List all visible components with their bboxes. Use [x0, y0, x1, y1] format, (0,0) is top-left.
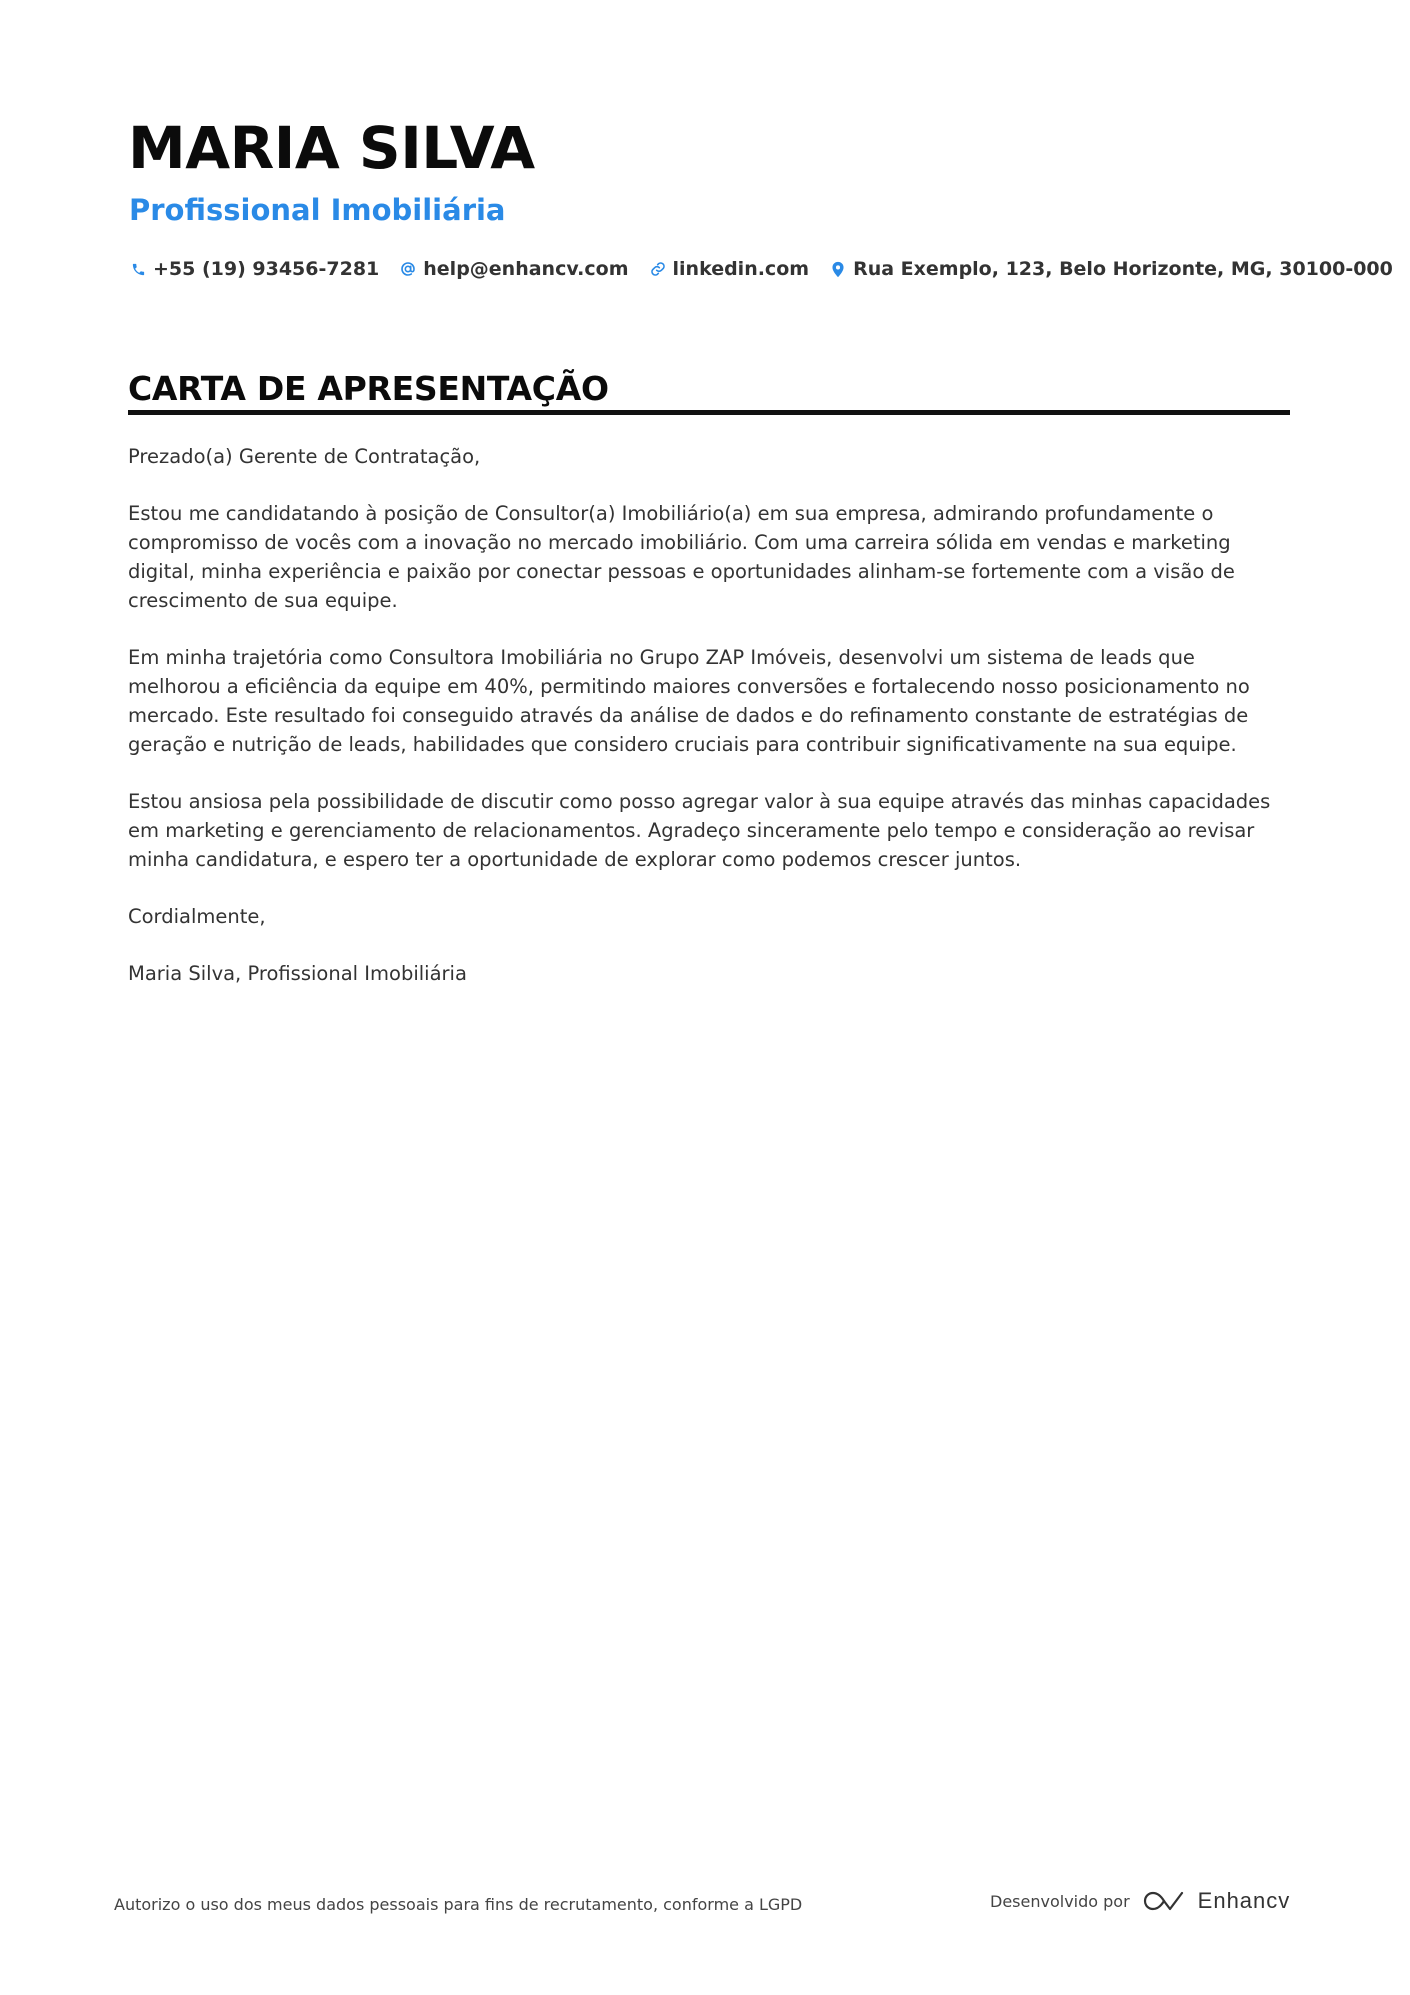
letter-body: [128, 442, 1288, 1016]
contact-linkedin-text[interactable]: linkedin.com: [672, 258, 810, 280]
letter-signature: Maria Silva, Profissional Imobiliária: [128, 962, 467, 985]
contact-phone: [129, 258, 379, 280]
letter-paragraph: Em minha trajetória como Consultora Imobiliária no Grupo ZAP Imóveis, desenvolvi um sistema de leads que melhorou a eficiência da equipe em 40%, permitindo maiores conversões e fortalecendo nosso posicionamento no mercado. Este resultado foi conseguido através da análise de dados e do refinamento constante de estratégias de geração e nutrição de leads, habilidades que considero cruciais para contribuir significativamente na sua equipe.: [128, 646, 1250, 756]
contact-linkedin[interactable]: [649, 258, 810, 280]
contact-address-text: Rua Exemplo, 123, Belo Horizonte, MG, 30100-000: [853, 258, 1393, 280]
enhancv-logo-icon: [1142, 1889, 1188, 1913]
at-icon: [399, 260, 417, 278]
powered-by-label: Desenvolvido por: [990, 1891, 1130, 1911]
powered-by[interactable]: [990, 1888, 1290, 1914]
location-pin-icon: [829, 260, 847, 278]
link-icon: [649, 260, 667, 278]
letter-greeting: Prezado(a) Gerente de Contratação,: [128, 445, 481, 468]
section-title: CARTA DE APRESENTAÇÃO: [128, 369, 609, 408]
letter-closing: Cordialmente,: [128, 905, 266, 928]
contact-phone-text: +55 (19) 93456-7281: [153, 258, 380, 280]
section-divider: [128, 410, 1290, 415]
contact-email[interactable]: [399, 258, 628, 280]
consent-note: Autorizo o uso dos meus dados pessoais para fins de recrutamento, conforme a LGPD: [114, 1895, 803, 1914]
contact-email-text[interactable]: help@enhancv.com: [423, 258, 629, 280]
contact-bar: [129, 254, 1410, 284]
brand-name: Enhancv: [1197, 1888, 1291, 1913]
candidate-name: MARIA SILVA: [128, 114, 535, 182]
letter-paragraph: Estou ansiosa pela possibilidade de discutir como posso agregar valor à sua equipe através das minhas capacidades em marketing e gerenciamento de relacionamentos. Agradeço sinceramente pelo tempo e consideração ao revisar minha candidatura, e espero ter a oportunidade de explorar como podemos crescer juntos.: [128, 790, 1271, 871]
contact-address: [829, 258, 1393, 280]
candidate-title: Profissional Imobiliária: [129, 193, 506, 227]
phone-icon: [129, 260, 147, 278]
letter-paragraph: Estou me candidatando à posição de Consultor(a) Imobiliário(a) em sua empresa, admirando profundamente o compromisso de vocês com a inovação no mercado imobiliário. Com uma carreira sólida em vendas e marketing digital, minha experiência e paixão por conectar pessoas e oportunidades alinham-se fortemente com a visão de crescimento de sua equipe.: [128, 502, 1235, 612]
